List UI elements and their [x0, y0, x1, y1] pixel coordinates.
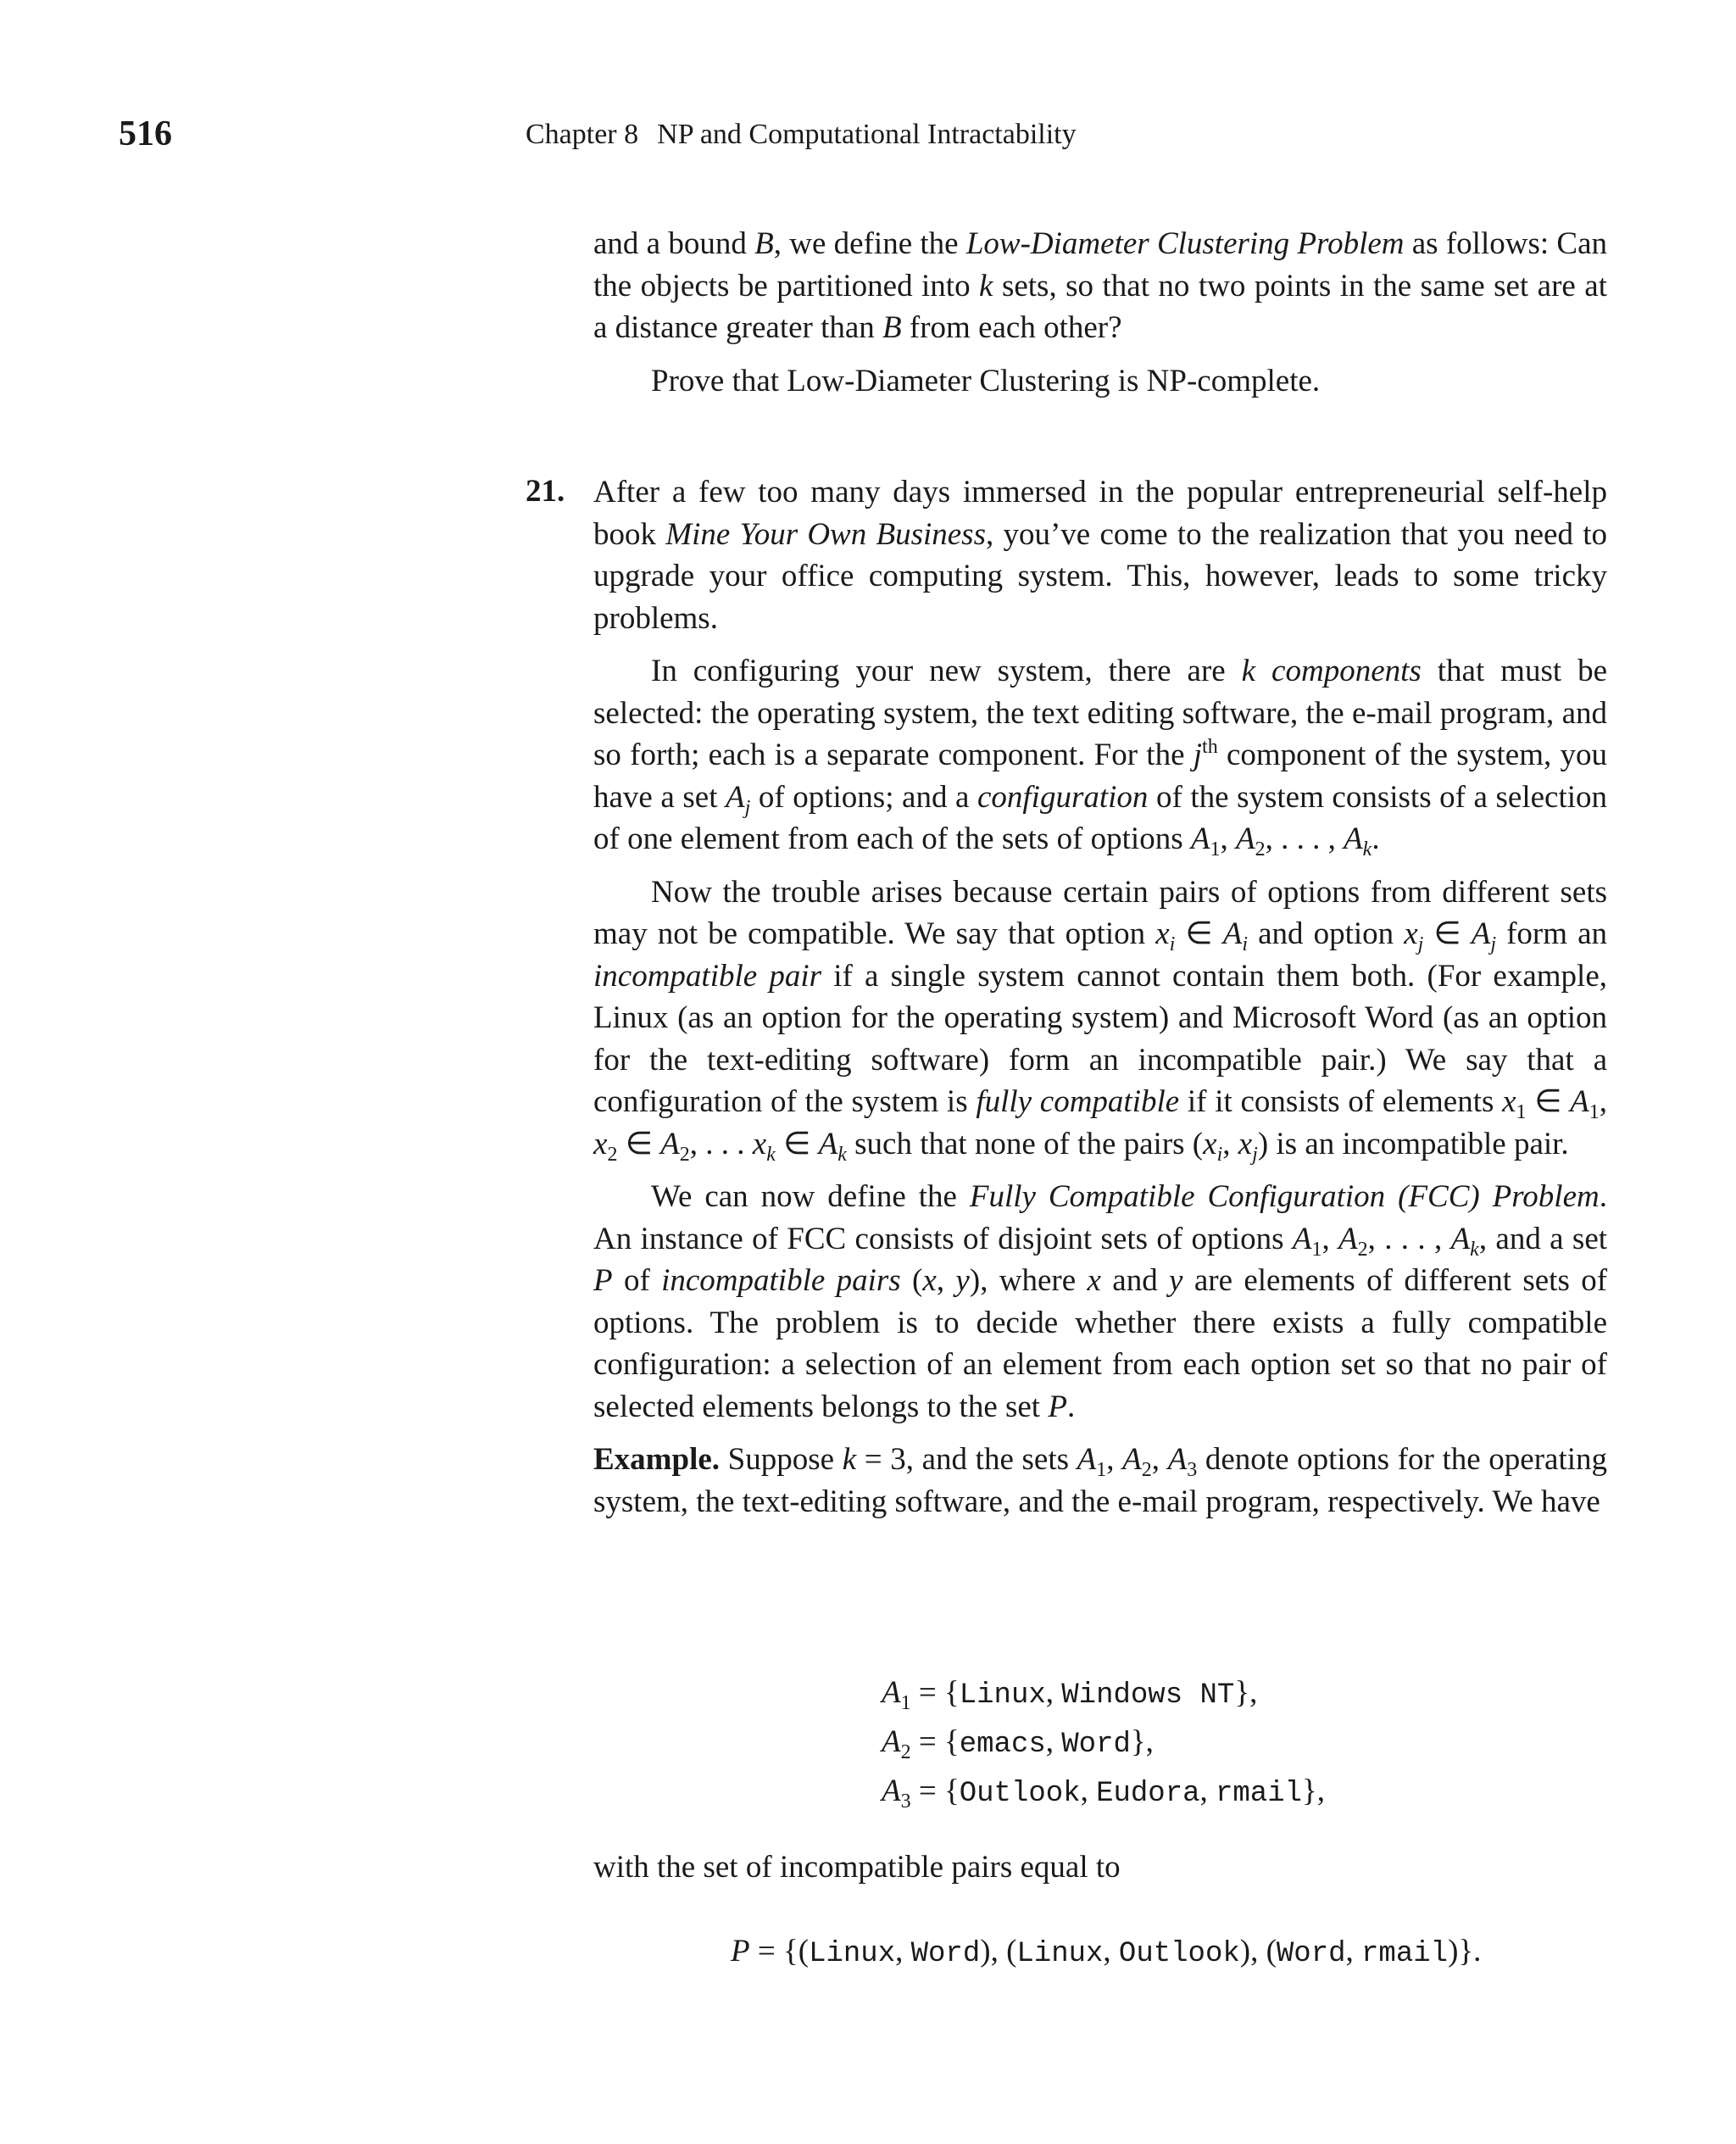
set-name: A	[882, 1724, 901, 1759]
option-item: Outlook	[959, 1778, 1081, 1810]
exercise-21-body	[593, 471, 1607, 1534]
prev-exercise-prove: Prove that Low-Diameter Clustering is NP-complete.	[651, 363, 1321, 398]
pair-item: rmail	[1361, 1938, 1449, 1970]
prev-exercise-definition: and a bound B, we define the Low-Diameter Clustering Problem as follows: Can the objects be partitioned into k sets, so that no two points in the same set are at a distance greater than B from each other?	[593, 226, 1607, 345]
incompatible-paragraph: Now the trouble arises because certain pairs of options from different sets may not be compatible. We say that option $x_i$ ∈ $A_i$ and option $x_j$ ∈ $A_j$ form an incompatible pair if a single system cannot contain them both. (For example, Linux (as an option for the operating system) and Microsoft Word (as an option for the text-editing software) form an incompatible pair.) We say that a configuration of the system is fully compatible if it consists of elements $x_1$ ∈ $A_1$, $x_2$ ∈ $A_2$, . . . $x_k$ ∈ $A_k$ such that none of the pairs ($x_i$, $x_j$) is an incompatible pair.	[593, 874, 1608, 1166]
example-paragraph: Example. Suppose k = 3, and the sets $A_1$, $A_2$, $A_3$ denote options for the operating system, the text-editing software, and the e-mail program, respectively. We have	[593, 1442, 1608, 1519]
chapter-title: NP and Computational Intractability	[657, 119, 1077, 150]
option-item: Windows NT	[1061, 1679, 1235, 1712]
option-item: Linux	[959, 1679, 1046, 1712]
exercise-21-intro: After a few too many days immersed in the popular entrepreneurial self-help book Mine Your Own Business, you’ve come to the realization that you need to upgrade your office computing system. This, however, leads to some tricky problems.	[593, 475, 1607, 636]
incompatible-pairs-display	[731, 1933, 1481, 1970]
exercise-number: 21.	[526, 474, 565, 509]
option-item: Eudora	[1096, 1778, 1200, 1810]
problem-name: Low-Diameter Clustering Problem	[965, 226, 1405, 261]
running-head	[526, 119, 1077, 151]
example-label: Example.	[593, 1442, 721, 1477]
p-definition-line: P = {(Linux, Word), (Linux, Outlook), (Word, rmail)}.	[731, 1934, 1482, 1970]
option-set-line: $A_1$ = {Linux, Windows NT},	[882, 1675, 1258, 1714]
option-item: rmail	[1216, 1778, 1303, 1810]
set-name: A	[882, 1675, 901, 1710]
pair-item: Word	[1276, 1938, 1346, 1970]
option-sets-display	[882, 1674, 1325, 1822]
book-title: Mine Your Own Business	[665, 516, 986, 552]
set-name: A	[882, 1774, 901, 1808]
pair-item: Linux	[1016, 1938, 1104, 1970]
prev-exercise-continuation	[593, 223, 1607, 413]
option-set-line: $A_3$ = {Outlook, Eudora, rmail},	[882, 1774, 1326, 1813]
option-item: Word	[1061, 1729, 1131, 1761]
option-item: emacs	[959, 1729, 1046, 1761]
page-number: 516	[119, 114, 172, 153]
pair-item: Word	[910, 1938, 981, 1970]
option-set-line: $A_2$ = {emacs, Word},	[882, 1724, 1154, 1763]
pair-item: Outlook	[1118, 1938, 1240, 1970]
with-text: with the set of incompatible pairs equal to	[593, 1850, 1121, 1885]
pair-item: Linux	[809, 1938, 896, 1970]
chapter-label: Chapter 8	[526, 119, 639, 150]
components-paragraph: In configuring your new system, there are k components that must be selected: the operating system, the text editing software, the e-mail program, and so forth; each is a separate component. For the $j^{th}$ component of the system, you have a set $A_j$ of options; and a configuration of the system consists of a selection of one element from each of the sets of options $A_1$, $A_2$, . . . , $A_k$.	[593, 654, 1608, 860]
fcc-definition-paragraph: We can now define the Fully Compatible Configuration (FCC) Problem. An instance of FCC consists of disjoint sets of options $A_1$, $A_2$, . . . , $A_k$, and a set P of incompatible pairs (x, y), where x and y are elements of different sets of options. The problem is to decide whether there exists a fully compatible configuration: a selection of an element from each option set so that no pair of selected elements belongs to the set P.	[593, 1179, 1608, 1424]
